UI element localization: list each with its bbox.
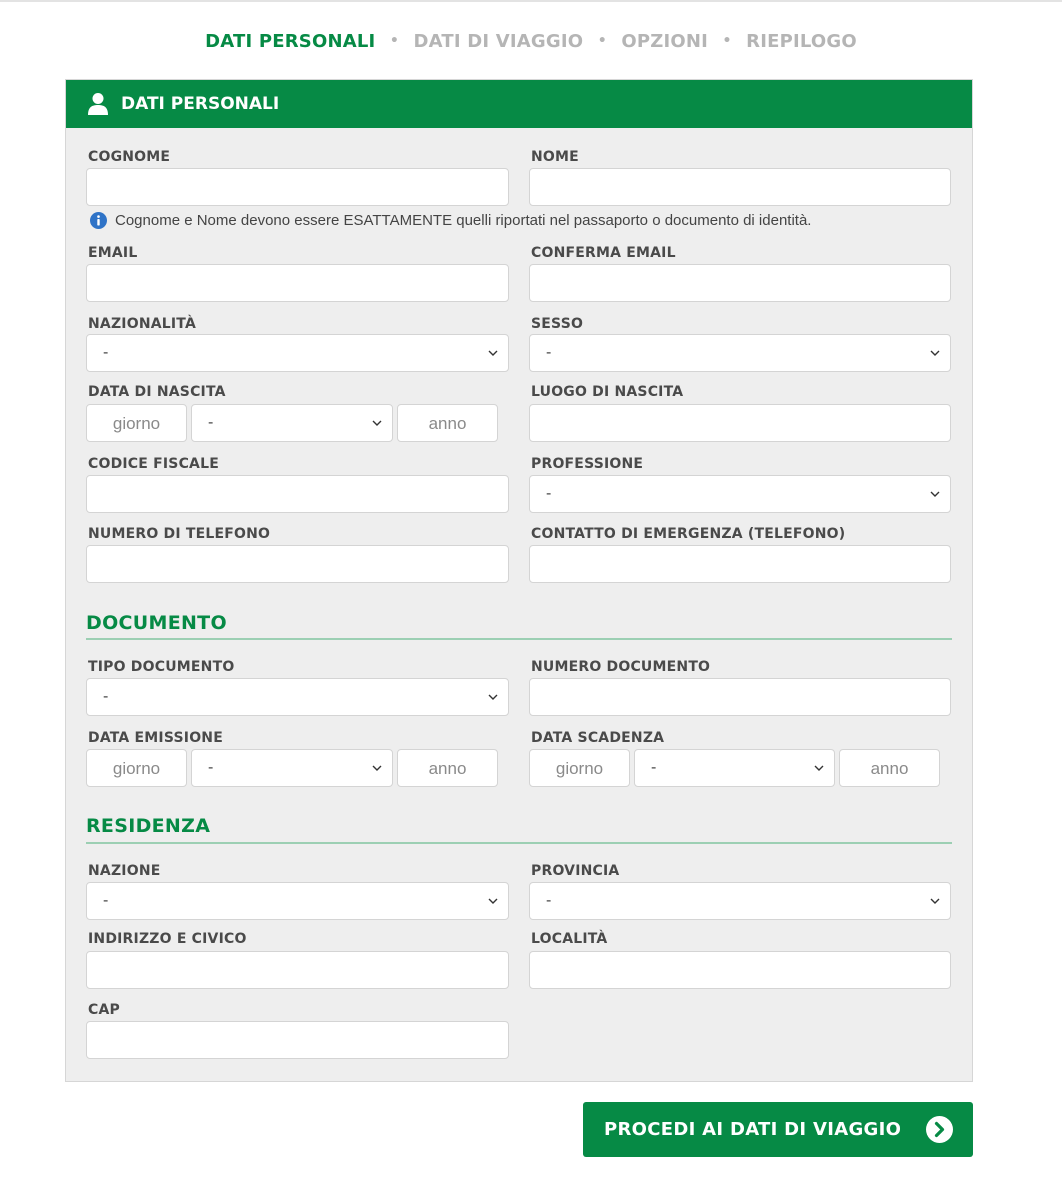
birth-month-value: - [208,414,214,431]
expiry-day-input[interactable]: giorno [529,749,630,787]
codice-fiscale-label: CODICE FISCALE [88,456,219,472]
tipo-documento-value: - [103,688,109,705]
chevron-down-icon [930,896,940,906]
panel-header [66,80,972,128]
numero-documento-label: NUMERO DOCUMENTO [531,659,711,675]
nazionalita-select[interactable] [86,334,509,372]
provincia-value: - [546,892,552,909]
professione-value: - [546,485,552,502]
section-divider [86,638,952,640]
professione-label: PROFESSIONE [531,456,644,472]
cognome-label: COGNOME [88,149,171,165]
nazione-value: - [103,892,109,909]
tipo-documento-select[interactable] [86,678,509,716]
provincia-select[interactable] [529,882,951,920]
proceed-button-label: PROCEDI AI DATI DI VIAGGIO [604,1119,902,1140]
emission-year-input[interactable]: anno [397,749,498,787]
email-label: EMAIL [88,245,138,261]
step-opzioni[interactable]: OPZIONI [621,30,709,52]
data-nascita-label: DATA DI NASCITA [88,384,226,400]
expiry-year-input[interactable]: anno [839,749,940,787]
expiry-month-value: - [651,759,657,776]
chevron-down-icon [488,896,498,906]
indirizzo-label: INDIRIZZO E CIVICO [88,931,247,947]
expiry-month-select[interactable] [634,749,835,787]
codice-fiscale-input[interactable] [86,475,509,513]
name-info-note [90,212,811,229]
sesso-label: SESSO [531,316,584,332]
user-icon [88,92,108,116]
info-note-text: Cognome e Nome devono essere ESATTAMENTE quelli riportati nel passaporto o documento di identità. [115,212,812,229]
section-divider [86,842,952,844]
telefono-input[interactable] [86,545,509,583]
nome-input[interactable] [529,168,951,206]
chevron-down-icon [372,763,382,773]
professione-select[interactable] [529,475,951,513]
chevron-down-icon [930,348,940,358]
emission-day-input[interactable]: giorno [86,749,187,787]
birth-month-select[interactable] [191,404,393,442]
emission-month-select[interactable] [191,749,393,787]
indirizzo-input[interactable] [86,951,509,989]
panel-title: DATI PERSONALI [121,94,280,114]
chevron-right-circle-icon [926,1116,953,1143]
documento-section-title: DOCUMENTO [86,612,227,634]
cap-label: CAP [88,1002,120,1018]
proceed-button[interactable] [583,1102,973,1157]
nazione-select[interactable] [86,882,509,920]
step-separator: • [597,33,607,49]
birth-year-input[interactable]: anno [397,404,498,442]
provincia-label: PROVINCIA [531,863,620,879]
localita-input[interactable] [529,951,951,989]
data-scadenza-label: DATA SCADENZA [531,730,665,746]
step-separator: • [389,33,400,49]
cognome-input[interactable] [86,168,509,206]
numero-documento-input[interactable] [529,678,951,716]
nazione-label: NAZIONE [88,863,161,879]
chevron-down-icon [372,418,382,428]
chevron-down-icon [814,763,824,773]
emission-month-value: - [208,759,214,776]
conferma-email-label: CONFERMA EMAIL [531,245,676,261]
contatto-emergenza-label: CONTATTO DI EMERGENZA (TELEFONO) [531,526,846,542]
top-divider [0,0,1062,2]
localita-label: LOCALITÀ [531,931,608,947]
chevron-down-icon [488,692,498,702]
luogo-nascita-input[interactable] [529,404,951,442]
birth-day-input[interactable]: giorno [86,404,187,442]
residenza-section-title: RESIDENZA [86,815,211,837]
sesso-value: - [546,344,552,361]
chevron-down-icon [488,348,498,358]
chevron-down-icon [930,489,940,499]
step-riepilogo[interactable]: RIEPILOGO [746,30,857,52]
wizard-steps [0,30,1062,52]
luogo-nascita-label: LUOGO DI NASCITA [531,384,684,400]
step-separator: • [722,33,732,49]
cap-input[interactable] [86,1021,509,1059]
telefono-label: NUMERO DI TELEFONO [88,526,271,542]
step-dati-personali[interactable]: DATI PERSONALI [205,30,376,52]
nazionalita-value: - [103,344,109,361]
contatto-emergenza-input[interactable] [529,545,951,583]
conferma-email-input[interactable] [529,264,951,302]
sesso-select[interactable] [529,334,951,372]
nazionalita-label: NAZIONALITÀ [88,316,196,332]
email-input[interactable] [86,264,509,302]
info-icon [90,212,107,229]
step-dati-viaggio[interactable]: DATI DI VIAGGIO [413,30,584,52]
tipo-documento-label: TIPO DOCUMENTO [88,659,235,675]
data-emissione-label: DATA EMISSIONE [88,730,223,746]
nome-label: NOME [531,149,579,165]
